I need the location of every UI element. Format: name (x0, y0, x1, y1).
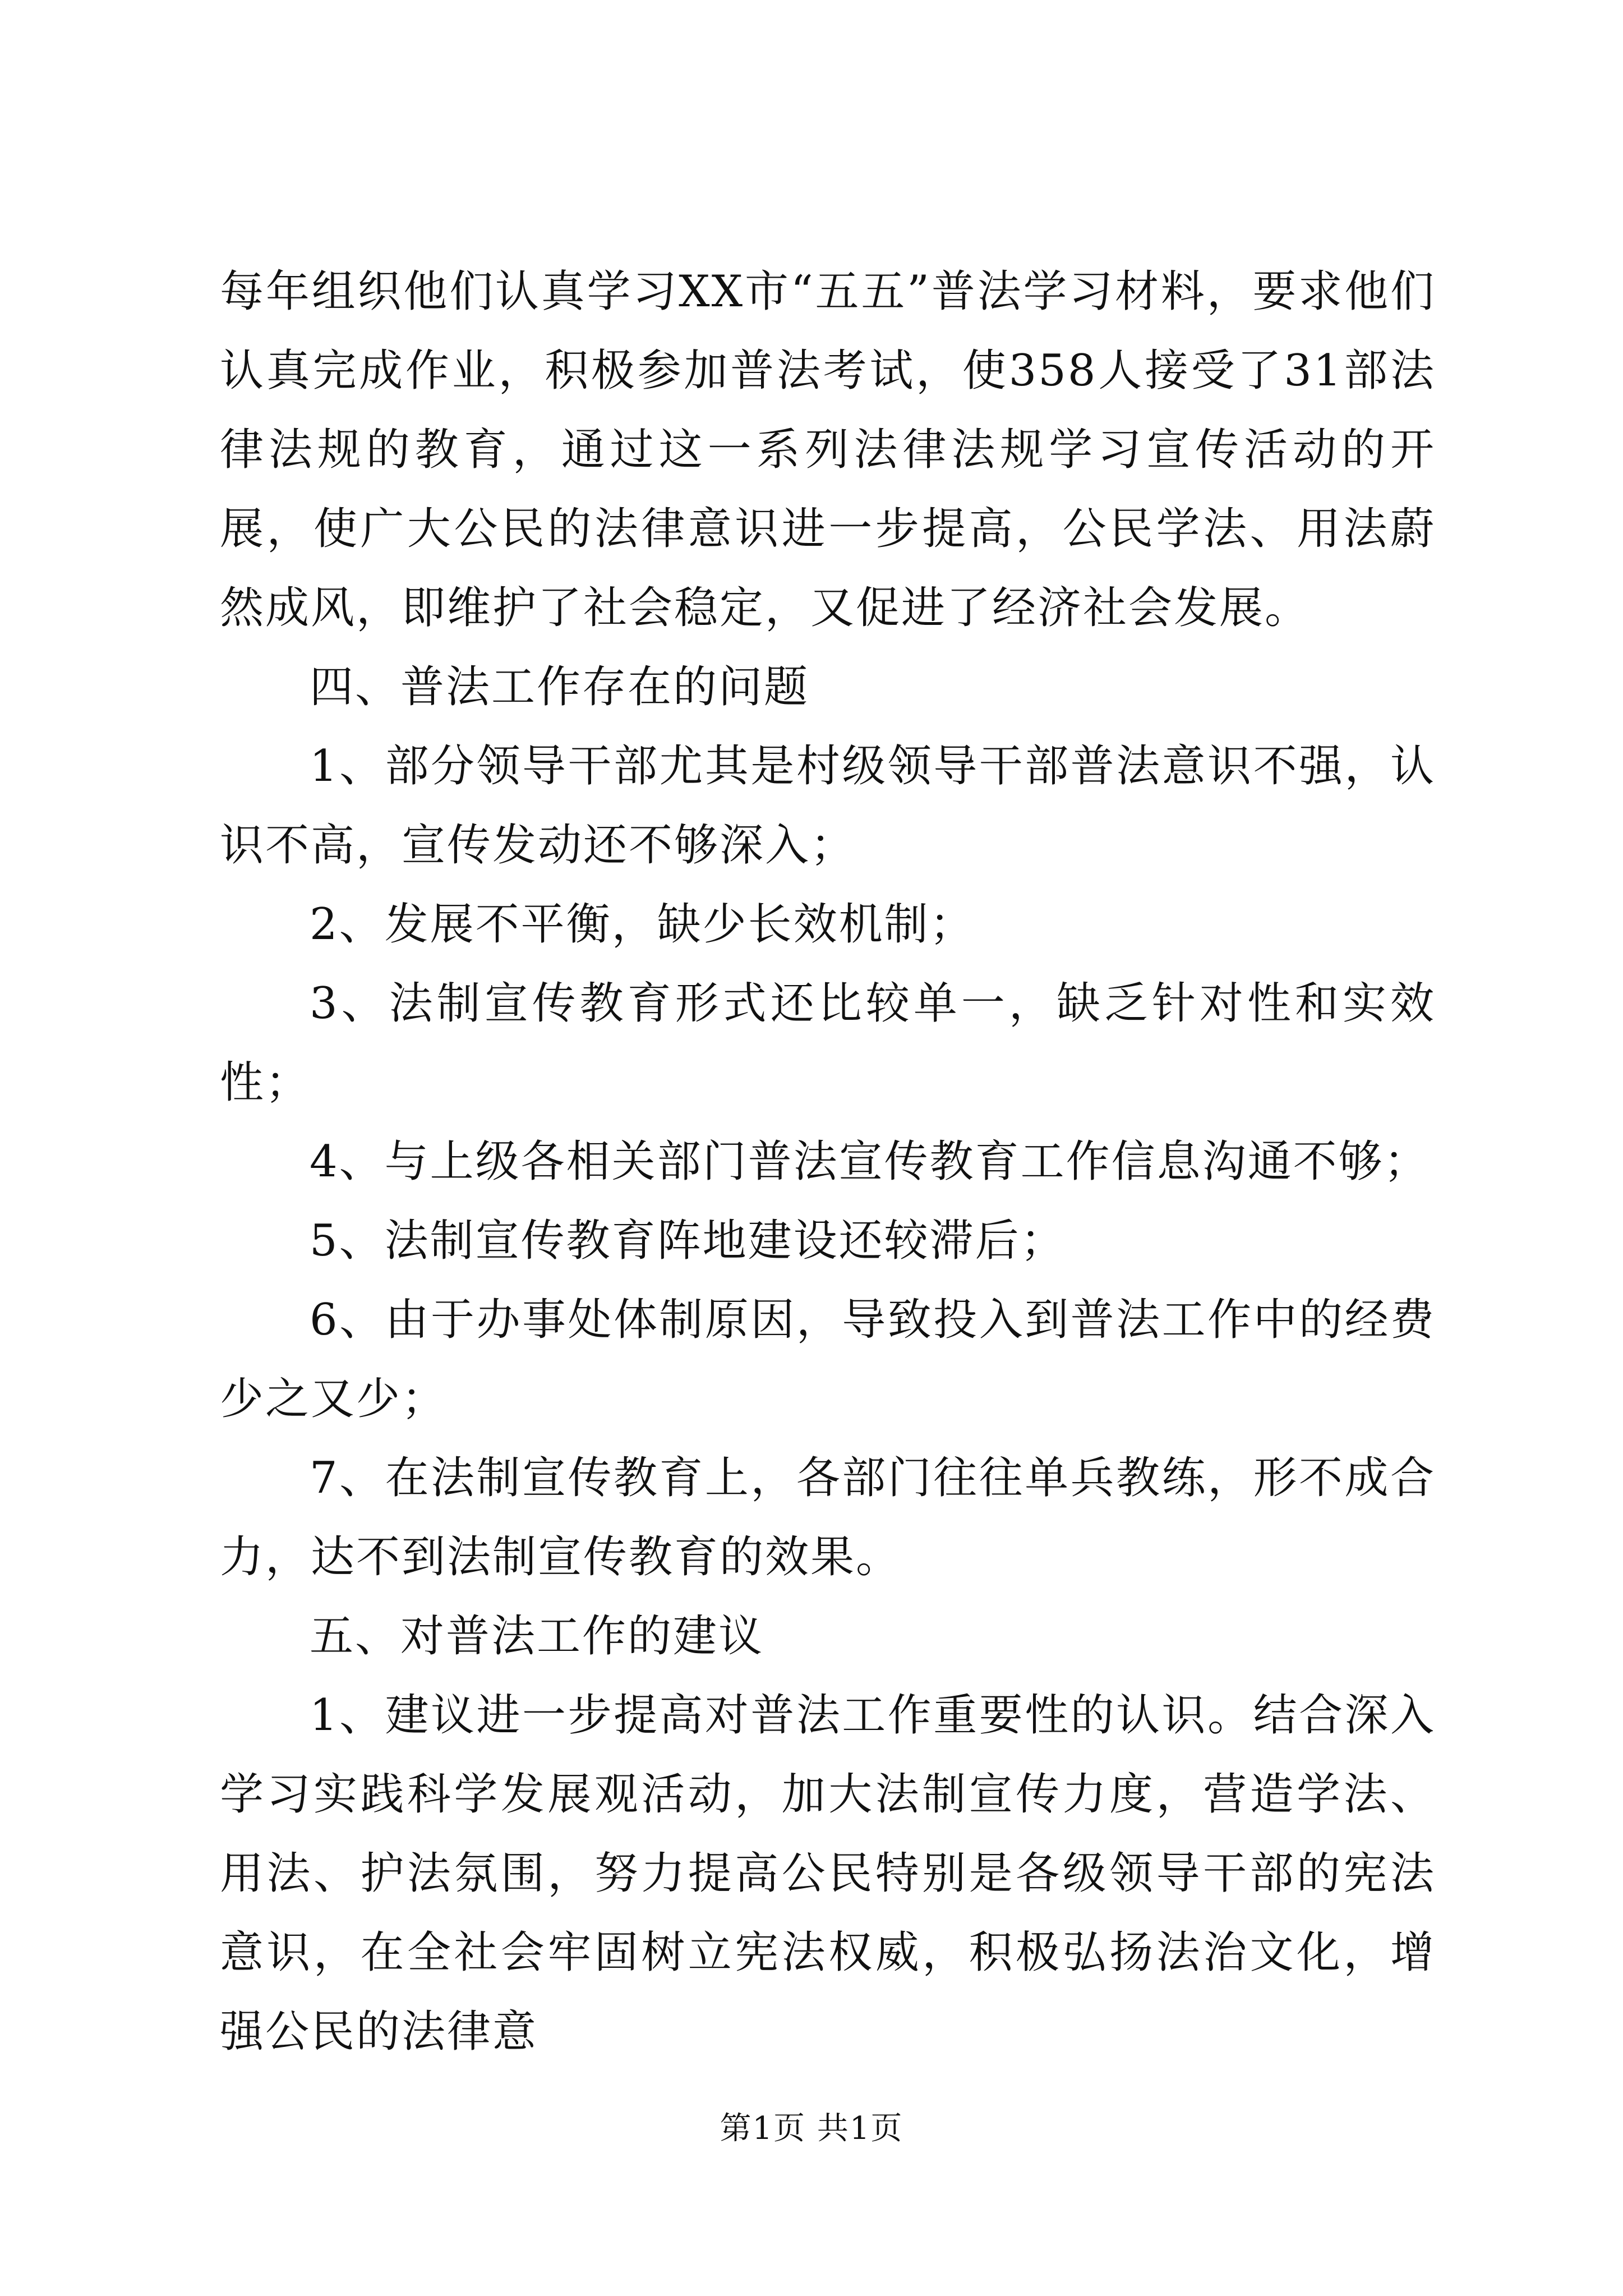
list-item: 4、与上级各相关部门普法宣传教育工作信息沟通不够； (310, 1137, 1430, 1187)
paragraph: 每年组织他们认真学习XX市“五五”普法学习材料，要求他们认真完成作业，积极参加普法考试，使358人接受了31部法律法规的教育，通过这一系列法律法规学习宣传活动的开展，使广大公民的法律意识进一步提高，公民学法、用法蔚然成风，即维护了社会稳定，又促进了经济社会发展。 (220, 266, 1436, 633)
document-body (220, 252, 1436, 2072)
list-item: 2、发展不平衡，缺少长效机制； (310, 899, 975, 950)
list-item: 3、法制宣传教育形式还比较单一，缺乏针对性和实效性； (220, 978, 1436, 1108)
list-item: 1、部分领导干部尤其是村级领导干部普法意识不强，认识不高，宣传发动还不够深入； (220, 741, 1436, 871)
section-heading: 五、对普法工作的建议 (310, 1611, 764, 1662)
page-footer: 第1页 共1页 (720, 2110, 903, 2147)
list-item: 6、由于办事处体制原因，导致投入到普法工作中的经费少之又少； (220, 1295, 1436, 1424)
list-item: 1、建议进一步提高对普法工作重要性的认识。结合深入学习实践科学发展观活动，加大法制宣传力度，营造学法、用法、护法氛围，努力提高公民特别是各级领导干部的宪法意识，在全社会牢固树立宪法权威，积极弘扬法治文化，增强公民的法律意 (220, 1690, 1436, 2057)
section-heading: 四、普法工作存在的问题 (310, 662, 810, 712)
list-item: 7、在法制宣传教育上，各部门往往单兵教练，形不成合力，达不到法制宣传教育的效果。 (220, 1453, 1436, 1582)
list-item: 5、法制宣传教育阵地建设还较滞后； (310, 1216, 1066, 1266)
